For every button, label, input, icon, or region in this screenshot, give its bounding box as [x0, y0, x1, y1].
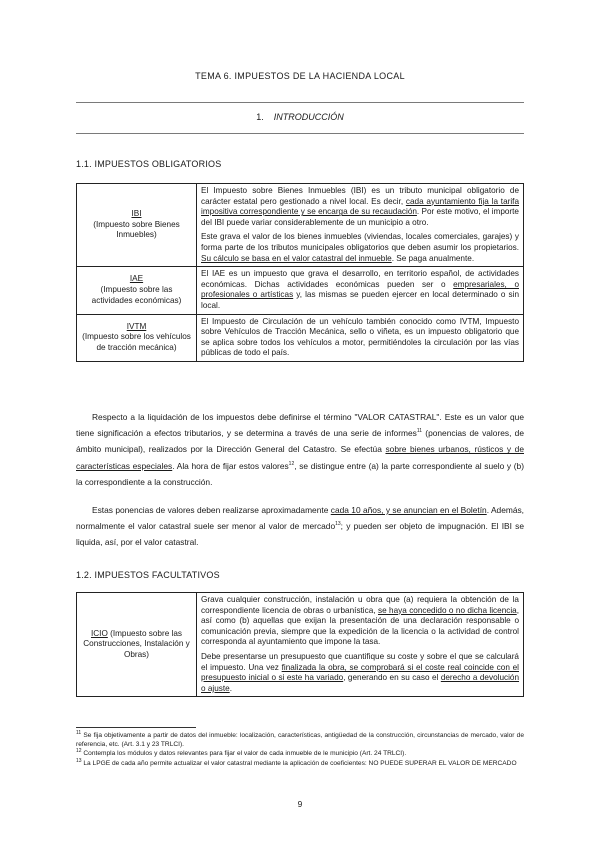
page-number: 9	[297, 799, 303, 809]
section-number: 1.	[256, 112, 264, 122]
description-paragraph: Grava cualquier construcción, instalación u obra que (a) requiera la obtención de la correspondiente licencia de obras o urbanística, se haya concedido o no dicha licencia, así como (b) aquellas que exijan la presentación de una declaración responsable o comunicación previa, siempre que la expedición de la licencia o la actividad de control corresponda al ayuntamiento que impone la tasa.	[201, 595, 519, 647]
underlined-text: sobre bienes urbanos, rústicos y de características especiales	[76, 444, 524, 471]
underlined-text: cada ayuntamiento fija la tarifa impositiva correspondiente y se encarga de su recaudación	[201, 196, 519, 217]
table-row	[77, 184, 524, 267]
body-paragraph-valor-catastral: Respecto a la liquidación de los impuestos debe definirse el término "VALOR CATASTRAL". Este es un valor que tiene significación a efectos tributarios, y se determina a través de una serie de informes$^{11}$ (ponencias de valores, de ámbito municipal), realizados por la Dirección General del Catastro. Se efectúa sobre bienes urbanos, rústicos y de características especiales. Ala hora de fijar estos valores$^{12}$, se distingue entre (a) la parte correspondiente al suelo y (b) la correspondiente a la construcción.	[76, 412, 525, 487]
header-rule-top	[76, 102, 524, 103]
obligatory-taxes-table	[76, 183, 524, 362]
description-paragraph: Este grava el valor de los bienes inmuebles (viviendas, locales comerciales, garajes) y forma parte de los tributos municipales obligatorios que deben asumir los propietarios. Su cálculo se basa en el valor catastral del inmueble. Se paga anualmente.	[201, 232, 519, 263]
tax-description-cell	[197, 593, 524, 697]
tax-full-name: (Impuesto sobre las actividades económicas)	[91, 285, 182, 305]
footnote-ref[interactable]: 11	[416, 428, 423, 435]
footnote: $^{13}$ La LPGE de cada año permite actualizar el valor catastral mediante la aplicación de coeficientes: NO PUEDE SUPERAR EL VALOR DE MERCADO	[76, 757, 517, 767]
section-title	[0, 112, 600, 122]
underlined-text: Su cálculo se basa en el valor catastral del inmueble	[201, 253, 392, 263]
underlined-text: derecho a devolución o ajuste	[201, 673, 520, 693]
footnote-ref[interactable]: 12	[288, 460, 295, 467]
tax-code: IVTM	[126, 321, 147, 331]
tax-description-cell	[197, 184, 524, 267]
chapter-title: TEMA 6. IMPUESTOS DE LA HACIENDA LOCAL	[195, 71, 405, 81]
table-row	[77, 267, 524, 314]
tax-name-cell	[77, 184, 197, 267]
description-paragraph: Debe presentarse un presupuesto que cuantifique su coste y sobre el que se calculará el impuesto. Una vez finalizada la obra, se comprobará si el coste real coincide con el presupuesto inicial o si este ha variado, generando en su caso el derecho a devolución o ajuste.	[201, 651, 520, 693]
tax-full-name: (Impuesto sobre las Construcciones, Instalación y Obras)	[83, 628, 190, 659]
footnote-separator	[76, 727, 196, 728]
underlined-text: empresariales, o profesionales o artísticas	[201, 279, 519, 300]
description-paragraph: El Impuesto de Circulación de un vehículo también conocido como IVTM, Impuesto sobre Vehículos de Tracción Mecánica, sello o viñeta, es un impuesto obligatorio que se aplica sobre todos los vehículos a motor, permitiéndoles la circulación por las vías públicas de todo el país.	[201, 316, 519, 358]
description-paragraph: El Impuesto sobre Bienes Inmuebles (IBI) es un tributo municipal obligatorio de carácter estatal pero gestionado a nivel local. Es decir, cada ayuntamiento fija la tarifa impositiva correspondiente y se encarga de su recaudación. Por este motivo, el importe del IBI puede variar considerablemente de un municipio a otro.	[201, 186, 519, 227]
tax-name-cell	[77, 314, 197, 361]
tax-code: ICIO	[90, 628, 108, 638]
underlined-text: cada 10 años, y se anuncian en el Boletín	[330, 505, 487, 515]
body-paragraph-ponencias: Estas ponencias de valores deben realizarse aproximadamente cada 10 años, y se anuncian en el Boletín. Además, normalmente el valor catastral suele ser menor al valor de mercado$^{13}$; y pueden ser objeto de impugnación. El IBI se liquida, así, por el valor catastral.	[76, 505, 524, 548]
tax-code: IBI	[131, 209, 142, 219]
table-row	[77, 593, 524, 697]
tax-description-cell	[197, 267, 524, 314]
tax-name-cell	[77, 267, 197, 314]
optional-taxes-table	[76, 592, 524, 697]
footnote: $^{11}$ Se fija objetivamente a partir de datos del inmueble: localización, características, antigüedad de la construcción, circunstancias de mercado, valor de referencia, etc. (Art. 3.1 y 23 TRLCI).	[76, 729, 524, 749]
footnote: $^{12}$ Contempla los módulos y datos relevantes para fijar el valor de cada inmueble de le municipio (Art. 24 TRLCI).	[76, 748, 407, 758]
description-paragraph: El IAE es un impuesto que grava el desarrollo, en territorio español, de actividades económicas. Dichas actividades económicas pueden ser o empresariales, o profesionales o artísticas y, las mismas se pueden ejercer en local determinado o sin local.	[201, 269, 519, 310]
header-rule-bottom	[76, 133, 524, 134]
footnotes	[76, 731, 524, 768]
section-title-text: INTRODUCCIÓN	[273, 112, 344, 122]
subsection-heading-facultativos: 1.2. IMPUESTOS FACULTATIVOS	[76, 570, 220, 580]
tax-name-cell	[77, 593, 197, 697]
tax-description-cell	[197, 314, 524, 361]
subsection-heading-obligatorios: 1.1. IMPUESTOS OBLIGATORIOS	[76, 159, 222, 169]
underlined-text: finalizada la obra, se comprobará si el coste real coincide con el presupuesto inicial o si este ha variado	[201, 662, 519, 683]
underlined-text: se haya concedido o no dicha licencia	[377, 605, 517, 615]
tax-full-name: (Impuesto sobre los vehículos de tracción mecánica)	[82, 332, 191, 353]
footnote-ref[interactable]: 13	[335, 521, 341, 528]
table-row	[77, 314, 524, 361]
tax-full-name: (Impuesto sobre Bienes Inmuebles)	[93, 219, 180, 240]
tax-code: IAE	[129, 274, 144, 284]
